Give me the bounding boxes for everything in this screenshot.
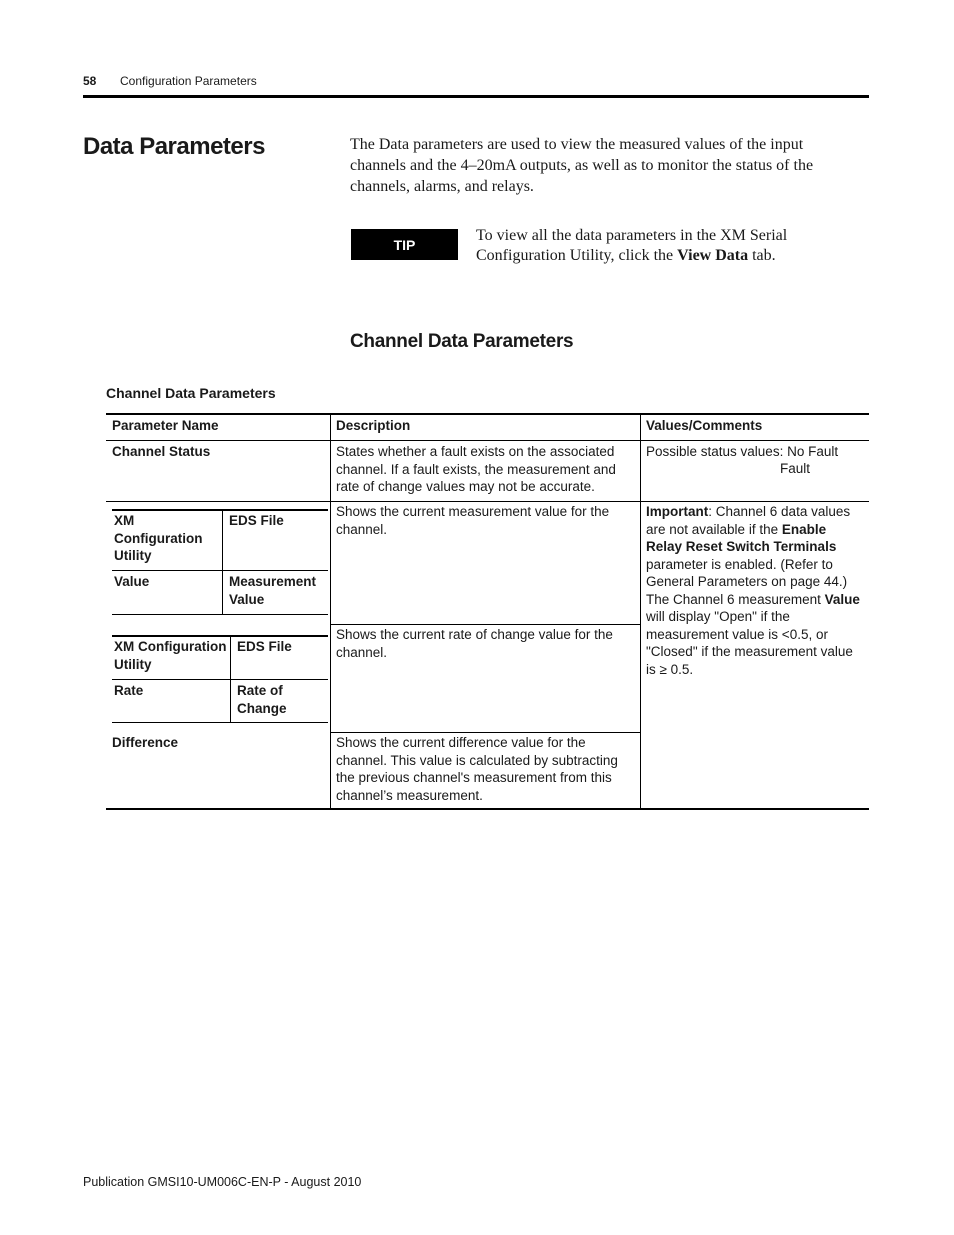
- subtable-header: XM Configuration Utility: [114, 639, 227, 672]
- section-heading: Channel Data Parameters: [350, 331, 574, 352]
- table-top-rule: [106, 413, 869, 415]
- parameter-name: Difference: [112, 735, 179, 750]
- column-header: Description: [336, 418, 411, 433]
- column-header: Parameter Name: [112, 418, 219, 433]
- tip-badge: TIP: [351, 229, 458, 260]
- subtable-header: EDS File: [229, 513, 284, 528]
- intro-paragraph: The Data parameters are used to view the measured values of the input channels and the 4–20mA outputs, as well as to monitor the status of the channels, alarms, and relays.: [350, 136, 814, 195]
- tip-text-before: To view all the data parameters in the XM Serial Configuration Utility, click the: [476, 227, 788, 264]
- parameter-name: Channel Status: [112, 444, 211, 459]
- tip-text-bold: View Data: [677, 247, 749, 264]
- subtable-rule: [112, 679, 328, 680]
- row-rule: [330, 624, 640, 625]
- column-divider: [640, 413, 641, 810]
- page-number: 58: [83, 74, 97, 88]
- subtable-value: Measurement Value: [229, 574, 317, 607]
- table-bottom-rule: [106, 808, 869, 810]
- page-title: Data Parameters: [83, 133, 265, 160]
- note-text: : Channel 6 data values are not available if the: [646, 504, 851, 537]
- subtable-divider: [230, 635, 231, 722]
- subtable-header: XM Configuration Utility: [114, 513, 203, 563]
- row-rule: [106, 501, 869, 502]
- parameter-description: Shows the current measurement value for the channel.: [336, 504, 610, 537]
- subtable-bottom-rule: [112, 722, 328, 723]
- column-header: Values/Comments: [646, 418, 763, 433]
- publication-footer: Publication GMSI10-UM006C-EN-P - August 2010: [83, 1175, 362, 1189]
- running-header: Configuration Parameters: [120, 74, 257, 88]
- channel-data-table: [106, 413, 869, 810]
- parameter-description: States whether a fault exists on the associated channel. If a fault exists, the measurement and rate of change values may not be accurate.: [336, 444, 616, 494]
- subtable-bottom-rule: [112, 614, 328, 615]
- subtable-divider: [222, 509, 223, 614]
- parameter-description: Shows the current rate of change value for the channel.: [336, 627, 613, 660]
- important-label: Important: [646, 504, 709, 519]
- important-note: [646, 503, 864, 678]
- note-bold-text: Value: [824, 591, 860, 607]
- status-values-line: Possible status values: No Fault: [646, 444, 839, 459]
- note-bold-text: Enable Relay Reset Switch Terminals: [646, 521, 837, 554]
- note-text: will display "Open" if the measurement value is <0.5, or "Closed" if the measurement value is ≥ 0.5.: [646, 609, 853, 677]
- row-rule: [330, 732, 640, 733]
- subtable-value: Rate: [114, 683, 144, 698]
- parameter-description: Shows the current difference value for the channel. This value is calculated by subtracting the previous channel's measurement from this channel’s measurement.: [336, 735, 618, 803]
- table-caption: Channel Data Parameters: [106, 385, 276, 401]
- tip-text-after: tab.: [748, 247, 776, 264]
- status-values-line: Fault: [780, 461, 811, 476]
- header-rule: [83, 95, 869, 98]
- subtable-value: Value: [114, 574, 150, 589]
- subtable-value: Rate of Change: [237, 683, 287, 716]
- tip-text: [476, 226, 856, 266]
- table-header-rule: [106, 440, 869, 441]
- note-text: parameter is enabled. (Refer to General Parameters on page 44.) The Channel 6 measurement: [646, 556, 848, 607]
- column-divider: [330, 413, 331, 810]
- subtable-top-rule: [112, 509, 328, 511]
- subtable-header: EDS File: [237, 639, 292, 654]
- subtable-top-rule: [112, 635, 328, 637]
- subtable-rule: [112, 570, 328, 571]
